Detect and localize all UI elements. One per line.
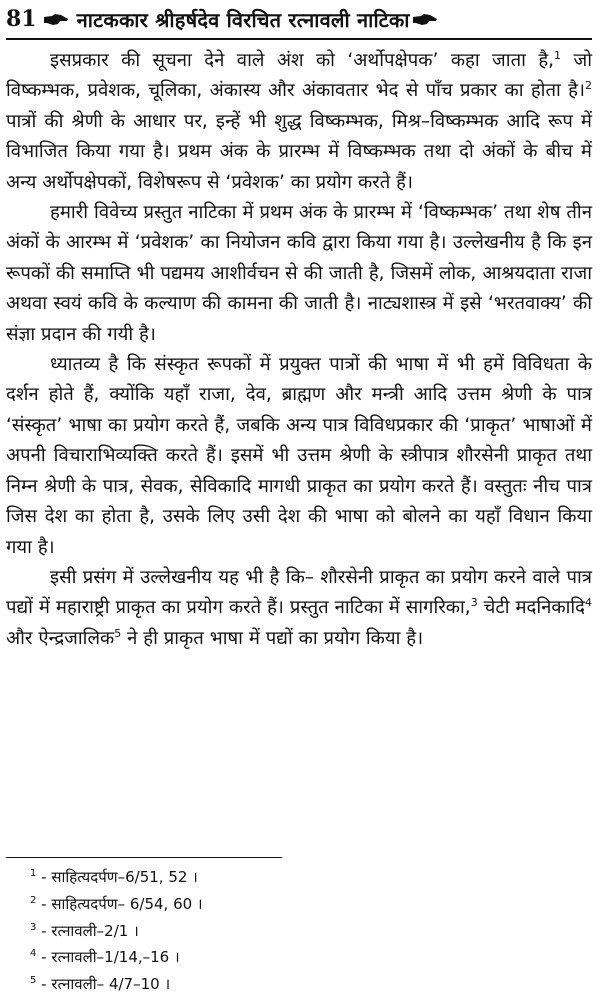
text-run: जो विष्कम्भक, प्रवेशक, चूलिका, अंकास्य और अंकावतार भेद से पाँच प्रकार का होता है। — [6, 50, 592, 102]
text-run: ने ही प्राकृत भाषा में पद्यों का प्रयोग किया है। — [121, 627, 424, 649]
footnote-text: - साहित्यदर्पण– 6/54, 60 । — [41, 894, 203, 913]
pointing-hand-icon — [412, 12, 438, 26]
text-run: और ऐन्द्रजालिक — [6, 627, 115, 649]
text-run: हमारी विवेच्य प्रस्तुत नाटिका में प्रथम अंक के प्रारम्भ में ‘विष्कम्भक’ तथा शेष तीन अंकों के आरम्भ में ‘प्रवेशक’ का नियोजन कवि द्वारा किया गया है। उल्लेखनीय है कि इन रूपकों की समाप्ति भी पद्यमय आशीर्वचन से की जाती है, जिसमें लोक, आश्रयदाता राजा अथवा स्वयं कवि के कल्याण की कामना की जाती है। नाट्यशास्त्र में इसे ‘भरतवाक्य’ की संज्ञा प्रदान की गयी है। — [6, 202, 592, 345]
text-run: इसी प्रसंग में उल्लेखनीय यह भी है कि– शौरसेनी प्राकृत का प्रयोग करने वाले पात्र पद्यों में महाराष्ट्री प्राकृत का प्रयोग करते हैं। प्रस्तुत नाटिका में सागरिका, — [6, 566, 592, 619]
running-title: नाटककार श्रीहर्षदेव विरचित रत्नावली नाटिका — [76, 7, 410, 32]
footnote — [30, 944, 570, 971]
paragraph — [6, 563, 592, 654]
footnote-ref: 5 — [114, 626, 122, 640]
footnote-text: - रत्नावली– 4/7–10 । — [41, 975, 171, 994]
footnote — [30, 971, 570, 998]
footnote-number: 5 — [30, 975, 37, 987]
footnote-text: - साहित्यदर्पण–6/51, 52 । — [41, 868, 198, 886]
footnote — [30, 918, 570, 945]
footnote-number: 1 — [30, 868, 37, 879]
footnote-ref: 4 — [585, 596, 593, 610]
text-run: इसप्रकार की सूचना देने वाले अंश को ‘अर्थोपक्षेपक’ कहा जाता है, — [50, 50, 555, 71]
header-rule — [6, 38, 592, 40]
footnote-number: 4 — [30, 948, 37, 960]
body-text — [6, 46, 592, 654]
footnotes — [30, 864, 570, 998]
footnote-ref: 2 — [585, 79, 592, 93]
footnote — [30, 864, 570, 891]
footnote-text: - रत्नावली–1/14,–16 । — [41, 948, 180, 967]
footnote-ref: 1 — [554, 48, 562, 62]
paragraph — [6, 350, 592, 563]
page-number: 81 — [6, 6, 37, 32]
text-run: चेटी मदनिकादि — [477, 597, 586, 619]
footnote-rule — [6, 857, 282, 858]
page-header — [6, 2, 592, 36]
footnote-ref: 3 — [470, 596, 478, 610]
text-run: ध्यातव्य है कि संस्कृत रूपकों में प्रयुक्त पात्रों की भाषा में भी हमें विविधता के दर्शन होते हैं, क्योंकि यहाँ राजा, देव, ब्राह्मण और मन्त्री आदि उत्तम श्रेणी के पात्र ‘संस्कृत’ भाषा का प्रयोग करते हैं, जबकि अन्य पात्र विविधप्रकार की ‘प्राकृत’ भाषाओं में अपनी विचाराभिव्यक्ति करते हैं। इसमें भी उत्तम श्रेणी के स्त्रीपात्र शौरसेनी प्राकृत तथा निम्न श्रेणी के पात्र, सेवक, सेविकादि मागधी प्राकृत का प्रयोग करते हैं। वस्तुतः नीच पात्र जिस देश का होता है, उसके लिए उसी देश की भाषा को बोलने का यहाँ विधान किया गया है। — [6, 354, 592, 558]
footnote-number: 3 — [30, 921, 37, 933]
pointing-hand-icon — [43, 12, 69, 26]
paragraph — [6, 46, 592, 198]
footnote-text: - रत्नावली–2/1 । — [41, 921, 139, 940]
text-run: पात्रों की श्रेणी के आधार पर, इन्हें भी शुद्ध विष्कम्भक, मिश्र–विष्कम्भक आदि रूप में विभाजित किया गया है। प्रथम अंक के प्रारम्भ में विष्कम्भक तथा दो अंकों के बीच में अन्य अर्थोपक्षेपकों, विशेषरूप से ‘प्रवेशक’ का प्रयोग करते हैं। — [6, 110, 592, 193]
footnote-number: 2 — [30, 894, 37, 906]
footnote — [30, 891, 570, 918]
paragraph — [6, 198, 592, 350]
